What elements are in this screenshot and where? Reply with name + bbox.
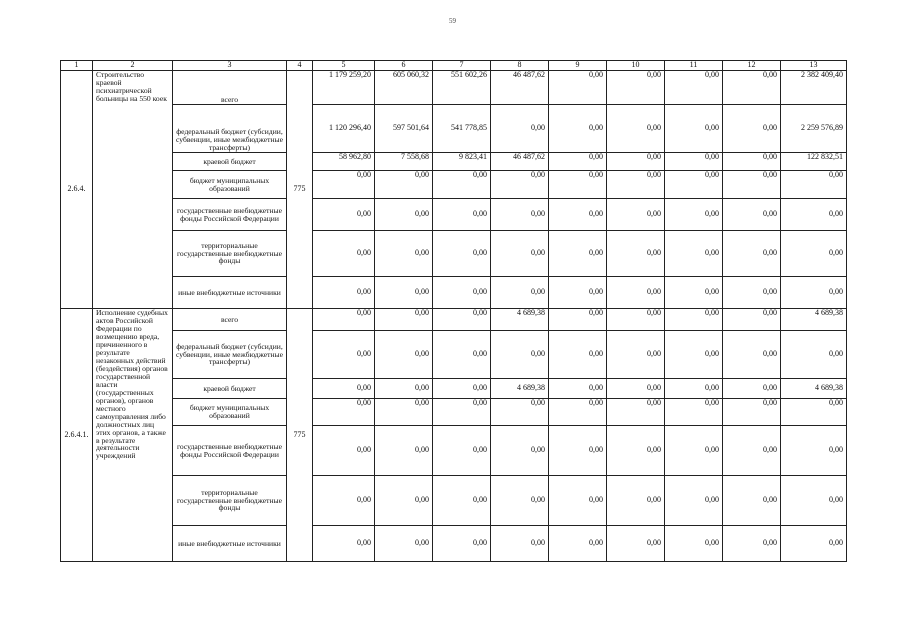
value-cell: 0,00 <box>549 277 607 309</box>
value-cell: 0,00 <box>607 199 665 231</box>
value-cell: 0,00 <box>607 526 665 562</box>
value-cell: 0,00 <box>433 231 491 277</box>
table-row <box>61 199 847 231</box>
value-cell: 0,00 <box>491 105 549 153</box>
value-cell: 0,00 <box>781 171 847 199</box>
value-cell: 0,00 <box>723 71 781 105</box>
column-header: 13 <box>781 61 847 71</box>
value-cell: 0,00 <box>607 399 665 426</box>
row-code: 2.6.4.1. <box>61 309 93 562</box>
value-cell: 0,00 <box>723 153 781 171</box>
column-header: 2 <box>93 61 173 71</box>
funding-source: федеральный бюджет (субсидии, субвенции, иные межбюджетные трансферты) <box>173 105 287 153</box>
value-cell: 0,00 <box>375 199 433 231</box>
value-cell: 0,00 <box>665 379 723 399</box>
value-cell: 0,00 <box>313 309 375 331</box>
value-cell: 1 120 296,40 <box>313 105 375 153</box>
value-cell: 0,00 <box>723 105 781 153</box>
value-cell: 0,00 <box>491 171 549 199</box>
value-cell: 0,00 <box>375 171 433 199</box>
value-cell: 597 501,64 <box>375 105 433 153</box>
value-cell: 0,00 <box>607 426 665 476</box>
value-cell: 0,00 <box>375 399 433 426</box>
value-cell: 541 778,85 <box>433 105 491 153</box>
value-cell: 0,00 <box>665 526 723 562</box>
value-cell: 0,00 <box>723 277 781 309</box>
value-cell: 0,00 <box>549 105 607 153</box>
table-row <box>61 309 847 331</box>
value-cell: 0,00 <box>313 526 375 562</box>
value-cell: 0,00 <box>781 331 847 379</box>
value-cell: 0,00 <box>607 277 665 309</box>
value-cell: 0,00 <box>665 277 723 309</box>
value-cell: 0,00 <box>781 277 847 309</box>
value-cell: 0,00 <box>723 171 781 199</box>
value-cell: 0,00 <box>433 426 491 476</box>
value-cell: 0,00 <box>491 199 549 231</box>
value-cell: 2 382 409,40 <box>781 71 847 105</box>
value-cell: 0,00 <box>665 199 723 231</box>
value-cell: 0,00 <box>549 153 607 171</box>
column-header: 1 <box>61 61 93 71</box>
value-cell: 0,00 <box>549 399 607 426</box>
column-header: 3 <box>173 61 287 71</box>
value-cell: 0,00 <box>313 199 375 231</box>
value-cell: 46 487,62 <box>491 71 549 105</box>
value-cell: 0,00 <box>723 199 781 231</box>
value-cell: 0,00 <box>607 105 665 153</box>
value-cell: 0,00 <box>607 331 665 379</box>
funding-source: государственные внебюджетные фонды Российской Федерации <box>173 199 287 231</box>
value-cell: 0,00 <box>313 379 375 399</box>
value-cell: 0,00 <box>433 476 491 526</box>
table-row <box>61 379 847 399</box>
value-cell: 0,00 <box>375 426 433 476</box>
value-cell: 4 689,38 <box>781 379 847 399</box>
value-cell: 0,00 <box>313 476 375 526</box>
value-cell: 0,00 <box>375 309 433 331</box>
value-cell: 0,00 <box>665 399 723 426</box>
value-cell: 7 558,68 <box>375 153 433 171</box>
column-header: 8 <box>491 61 549 71</box>
value-cell: 0,00 <box>549 171 607 199</box>
column-number-row <box>61 61 847 71</box>
value-cell: 0,00 <box>491 526 549 562</box>
funding-source: краевой бюджет <box>173 379 287 399</box>
value-cell: 0,00 <box>607 309 665 331</box>
value-cell: 0,00 <box>549 526 607 562</box>
value-cell: 0,00 <box>665 153 723 171</box>
table-row <box>61 153 847 171</box>
value-cell: 0,00 <box>313 426 375 476</box>
value-cell: 0,00 <box>549 331 607 379</box>
value-cell: 0,00 <box>491 231 549 277</box>
value-cell: 0,00 <box>549 71 607 105</box>
value-cell: 0,00 <box>665 171 723 199</box>
value-cell: 0,00 <box>549 426 607 476</box>
value-cell: 0,00 <box>723 379 781 399</box>
value-cell: 0,00 <box>723 231 781 277</box>
value-cell: 0,00 <box>723 399 781 426</box>
table-row <box>61 277 847 309</box>
funding-source: краевой бюджет <box>173 153 287 171</box>
value-cell: 0,00 <box>375 526 433 562</box>
value-cell: 605 060,32 <box>375 71 433 105</box>
value-cell: 0,00 <box>433 526 491 562</box>
value-cell: 0,00 <box>665 476 723 526</box>
funding-source: всего <box>173 309 287 331</box>
page-number: 59 <box>449 17 456 25</box>
value-cell: 0,00 <box>313 231 375 277</box>
table-row <box>61 171 847 199</box>
value-cell: 0,00 <box>491 399 549 426</box>
value-cell: 0,00 <box>433 399 491 426</box>
value-cell: 0,00 <box>313 399 375 426</box>
funding-source: территориальные государственные внебюджетные фонды <box>173 231 287 277</box>
column-header: 6 <box>375 61 433 71</box>
value-cell: 0,00 <box>607 171 665 199</box>
budget-table <box>60 60 847 562</box>
value-cell: 0,00 <box>665 426 723 476</box>
value-cell: 0,00 <box>665 71 723 105</box>
value-cell: 0,00 <box>607 476 665 526</box>
value-cell: 2 259 576,89 <box>781 105 847 153</box>
table-row <box>61 105 847 153</box>
value-cell: 0,00 <box>665 231 723 277</box>
value-cell: 0,00 <box>433 331 491 379</box>
column-header: 10 <box>607 61 665 71</box>
value-cell: 1 179 259,20 <box>313 71 375 105</box>
value-cell: 0,00 <box>781 526 847 562</box>
value-cell: 0,00 <box>375 379 433 399</box>
table-row <box>61 331 847 379</box>
value-cell: 0,00 <box>781 199 847 231</box>
value-cell: 0,00 <box>433 379 491 399</box>
value-cell: 0,00 <box>607 231 665 277</box>
value-cell: 122 832,51 <box>781 153 847 171</box>
value-cell: 58 962,80 <box>313 153 375 171</box>
value-cell: 0,00 <box>313 171 375 199</box>
column-header: 11 <box>665 61 723 71</box>
value-cell: 0,00 <box>781 426 847 476</box>
value-cell: 0,00 <box>313 277 375 309</box>
value-cell: 0,00 <box>665 105 723 153</box>
value-cell: 0,00 <box>723 476 781 526</box>
item-name: Строительство краевой психиатрической больницы на 550 коек <box>93 71 173 309</box>
value-cell: 551 602,26 <box>433 71 491 105</box>
value-cell: 0,00 <box>491 277 549 309</box>
column-header: 7 <box>433 61 491 71</box>
column-4-value: 775 <box>287 309 313 562</box>
value-cell: 0,00 <box>723 426 781 476</box>
value-cell: 0,00 <box>781 399 847 426</box>
value-cell: 0,00 <box>433 199 491 231</box>
table-row <box>61 526 847 562</box>
item-name: Исполнение судебных актов Российской Федерации по возмещению вреда, причиненного в результате незаконных действий (бездействия) органов государственной власти (государственных органов), органов местного самоуправления либо должностных лиц этих органов, а также в результате деятельности учреждений <box>93 309 173 562</box>
value-cell: 0,00 <box>607 153 665 171</box>
table-row <box>61 426 847 476</box>
value-cell: 0,00 <box>665 309 723 331</box>
value-cell: 0,00 <box>549 309 607 331</box>
funding-source: федеральный бюджет (субсидии, субвенции, иные межбюджетные трансферты) <box>173 331 287 379</box>
value-cell: 0,00 <box>313 331 375 379</box>
value-cell: 0,00 <box>549 476 607 526</box>
value-cell: 4 689,38 <box>781 309 847 331</box>
funding-source: иные внебюджетные источники <box>173 277 287 309</box>
value-cell: 46 487,62 <box>491 153 549 171</box>
value-cell: 0,00 <box>723 309 781 331</box>
value-cell: 0,00 <box>433 309 491 331</box>
funding-source: государственные внебюджетные фонды Российской Федерации <box>173 426 287 476</box>
table-row <box>61 71 847 105</box>
value-cell: 0,00 <box>375 331 433 379</box>
funding-source: иные внебюджетные источники <box>173 526 287 562</box>
value-cell: 4 689,38 <box>491 379 549 399</box>
column-4-value: 775 <box>287 71 313 309</box>
value-cell: 0,00 <box>549 199 607 231</box>
row-code: 2.6.4. <box>61 71 93 309</box>
value-cell: 0,00 <box>375 277 433 309</box>
value-cell: 0,00 <box>665 331 723 379</box>
value-cell: 0,00 <box>723 526 781 562</box>
value-cell: 4 689,38 <box>491 309 549 331</box>
value-cell: 0,00 <box>375 231 433 277</box>
value-cell: 0,00 <box>491 476 549 526</box>
value-cell: 0,00 <box>491 331 549 379</box>
column-header: 9 <box>549 61 607 71</box>
column-header: 4 <box>287 61 313 71</box>
funding-source: бюджет муниципальных образований <box>173 171 287 199</box>
table-row <box>61 399 847 426</box>
funding-source: территориальные государственные внебюджетные фонды <box>173 476 287 526</box>
value-cell: 0,00 <box>781 476 847 526</box>
column-header: 5 <box>313 61 375 71</box>
value-cell: 0,00 <box>433 171 491 199</box>
funding-source: бюджет муниципальных образований <box>173 399 287 426</box>
value-cell: 0,00 <box>433 277 491 309</box>
value-cell: 0,00 <box>607 379 665 399</box>
value-cell: 0,00 <box>607 71 665 105</box>
value-cell: 9 823,41 <box>433 153 491 171</box>
value-cell: 0,00 <box>723 331 781 379</box>
value-cell: 0,00 <box>491 426 549 476</box>
funding-source: всего <box>173 71 287 105</box>
value-cell: 0,00 <box>781 231 847 277</box>
value-cell: 0,00 <box>549 231 607 277</box>
table-row <box>61 231 847 277</box>
column-header: 12 <box>723 61 781 71</box>
value-cell: 0,00 <box>549 379 607 399</box>
table-row <box>61 476 847 526</box>
value-cell: 0,00 <box>375 476 433 526</box>
